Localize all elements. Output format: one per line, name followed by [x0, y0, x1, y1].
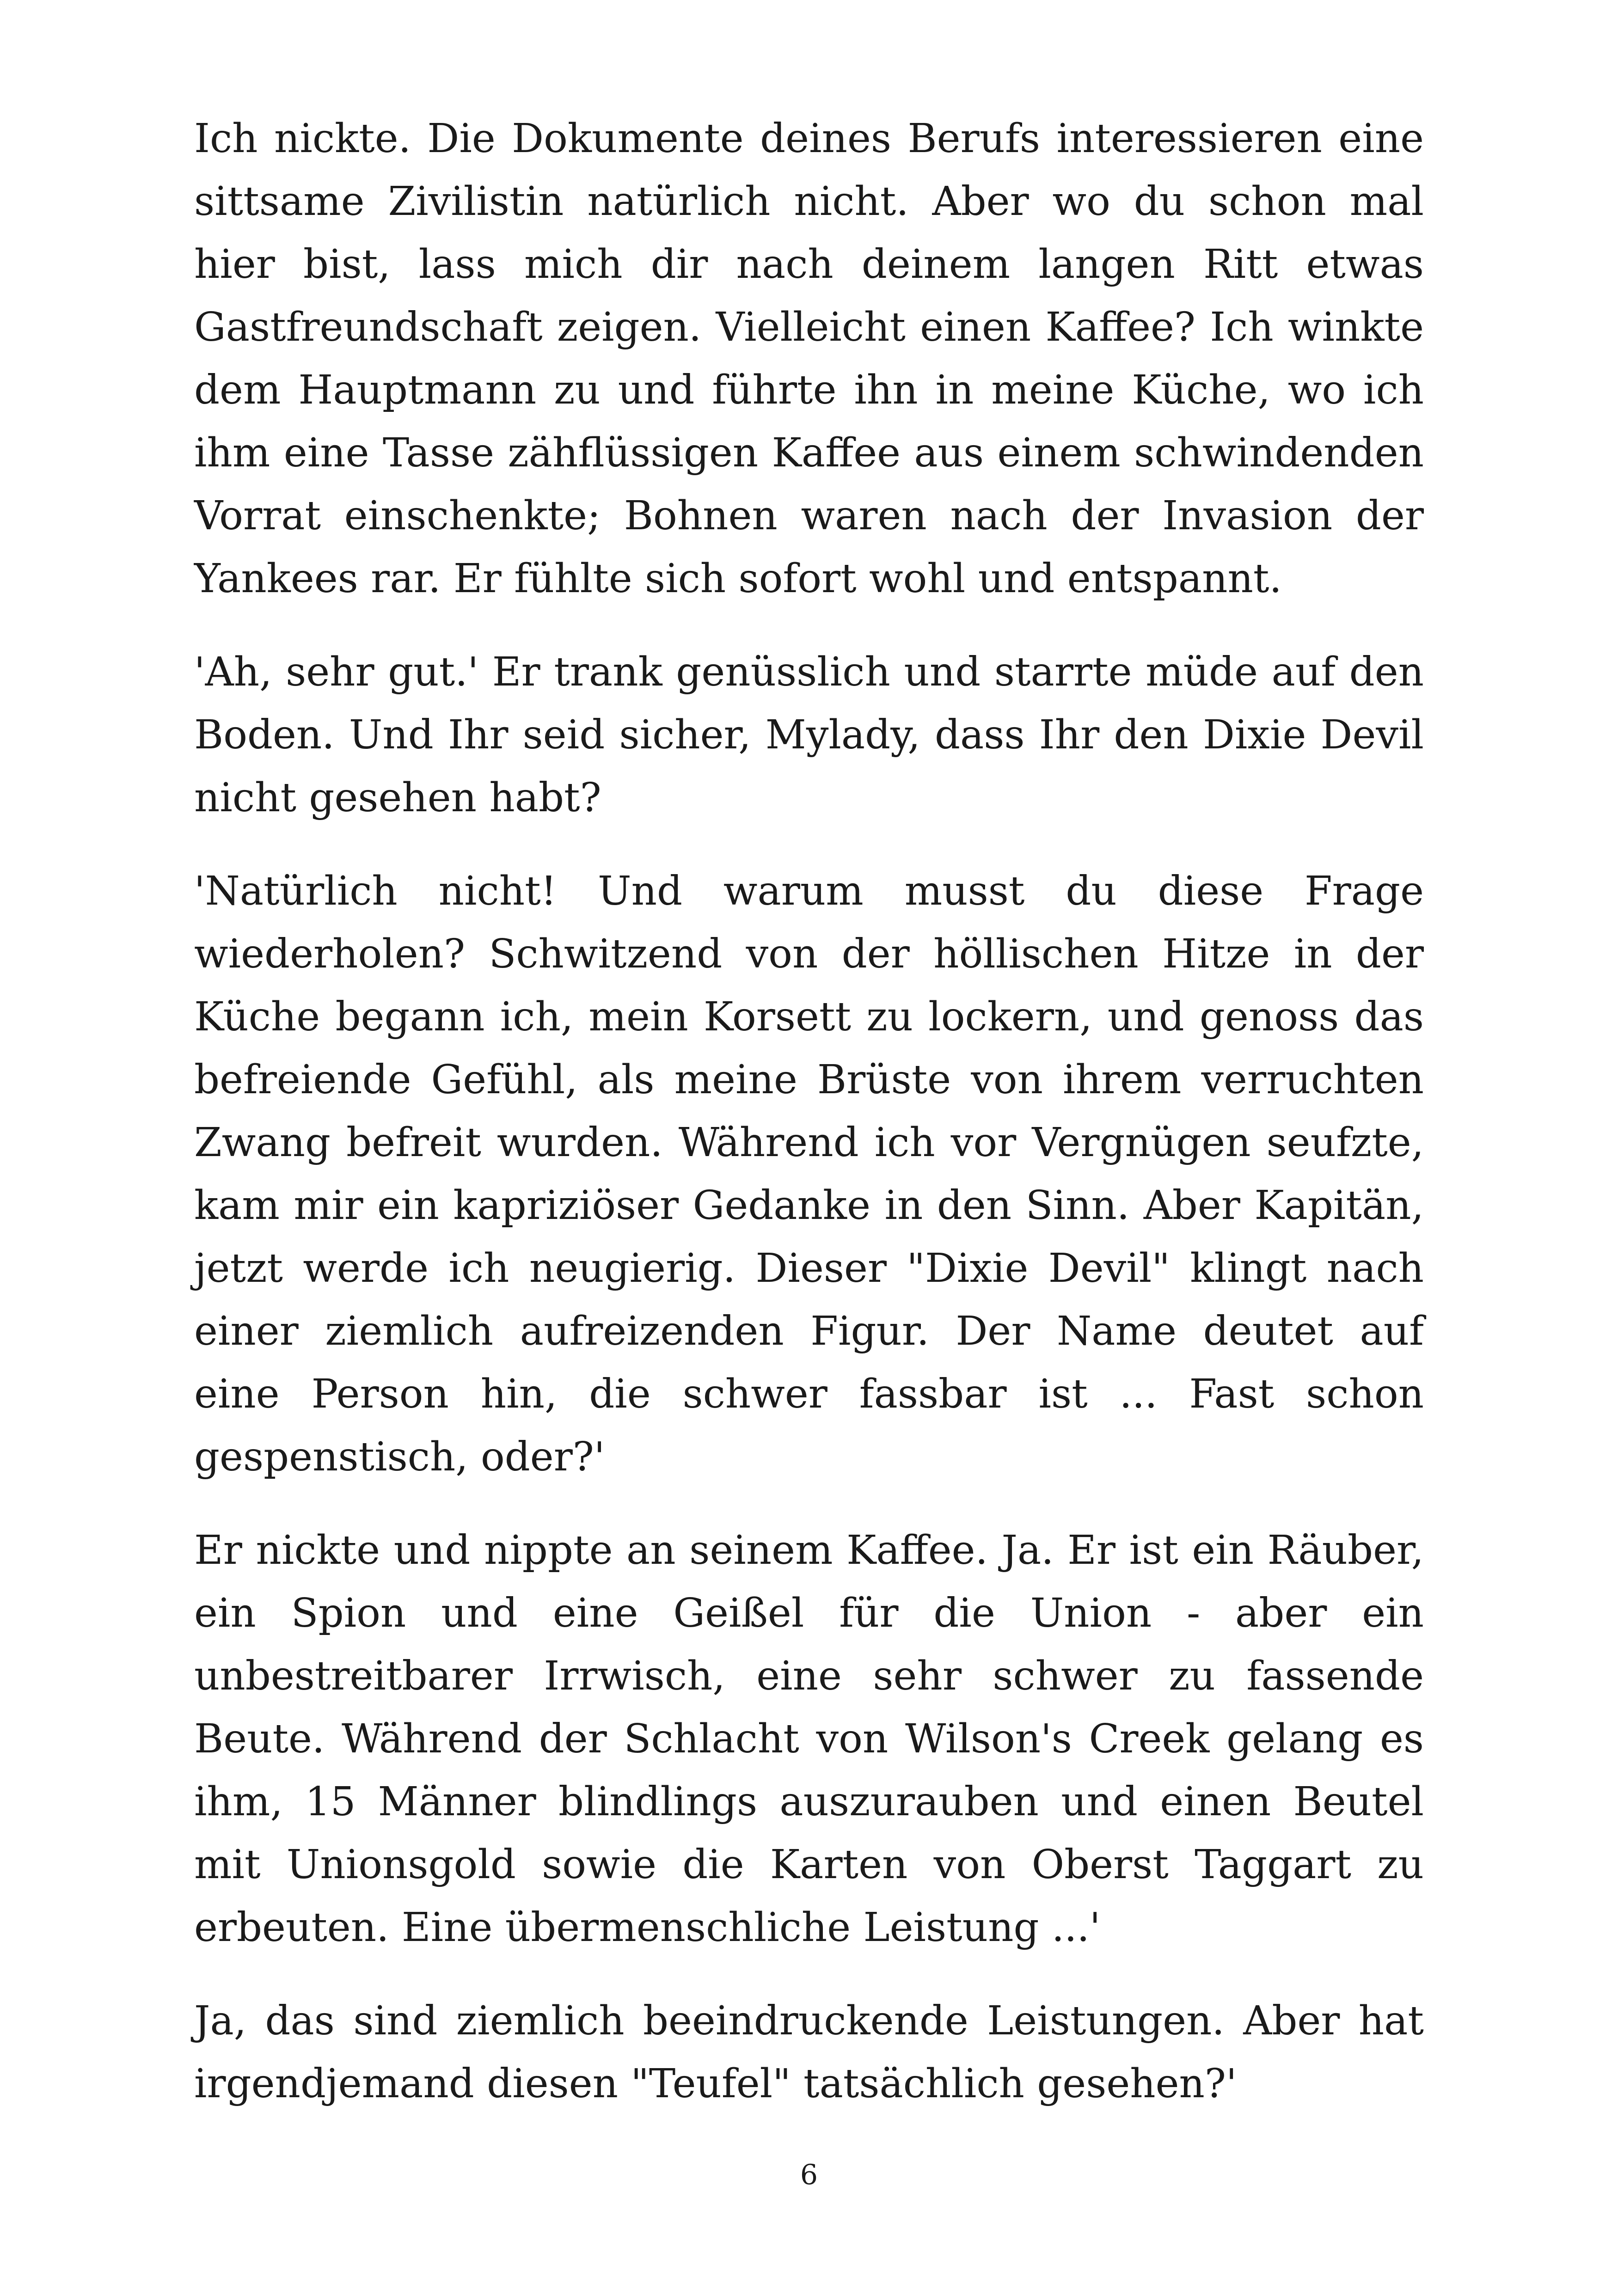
paragraph-3: 'Natürlich nicht! Und warum musst du diese Frage wiederholen? Schwitzend von der höllischen Hitze in der Küche begann ich, mein Korsett zu lockern, und genoss das befreiende Gefühl, als meine Brüste von ihrem verruchten Zwang befreit wurden. Während ich vor Vergnügen seufzte, kam mir ein kapriziöser Gedanke in den Sinn. Aber Kapitän, jetzt werde ich neugierig. Dieser "Dixie Devil" klingt nach einer ziemlich aufreizenden Figur. Der Name deutet auf eine Person hin, die schwer fassbar ist ... Fast schon gespenstisch, oder?': [194, 868, 1424, 1480]
paragraph-2: 'Ah, sehr gut.' Er trank genüsslich und starrte müde auf den Boden. Und Ihr seid sicher, Mylady, dass Ihr den Dixie Devil nicht gesehen habt?: [194, 649, 1424, 821]
paragraph-4: Er nickte und nippte an seinem Kaffee. Ja. Er ist ein Räuber, ein Spion und eine Geißel für die Union - aber ein unbestreitbarer Irrwisch, eine sehr schwer zu fassende Beute. Während der Schlacht von Wilson's Creek gelang es ihm, 15 Männer blindlings auszurauben und einen Beutel mit Unionsgold sowie die Karten von Oberst Taggart zu erbeuten. Eine übermenschliche Leistung ...': [194, 1527, 1424, 1951]
body-text: [194, 107, 1424, 2146]
paragraph-5: Ja, das sind ziemlich beeindruckende Leistungen. Aber hat irgendjemand diesen "Teufel" tatsächlich gesehen?': [194, 1998, 1424, 2107]
paragraph-1: Ich nickte. Die Dokumente deines Berufs interessieren eine sittsame Zivilistin natürlich nicht. Aber wo du schon mal hier bist, lass mich dir nach deinem langen Ritt etwas Gastfreundschaft zeigen. Vielleicht einen Kaffee? Ich winkte dem Hauptmann zu und führte ihn in meine Küche, wo ich ihm eine Tasse zähflüssigen Kaffee aus einem schwindenden Vorrat einschenkte; Bohnen waren nach der Invasion der Yankees rar. Er fühlte sich sofort wohl und entspannt.: [194, 116, 1424, 602]
page-number: 6: [800, 2159, 818, 2191]
